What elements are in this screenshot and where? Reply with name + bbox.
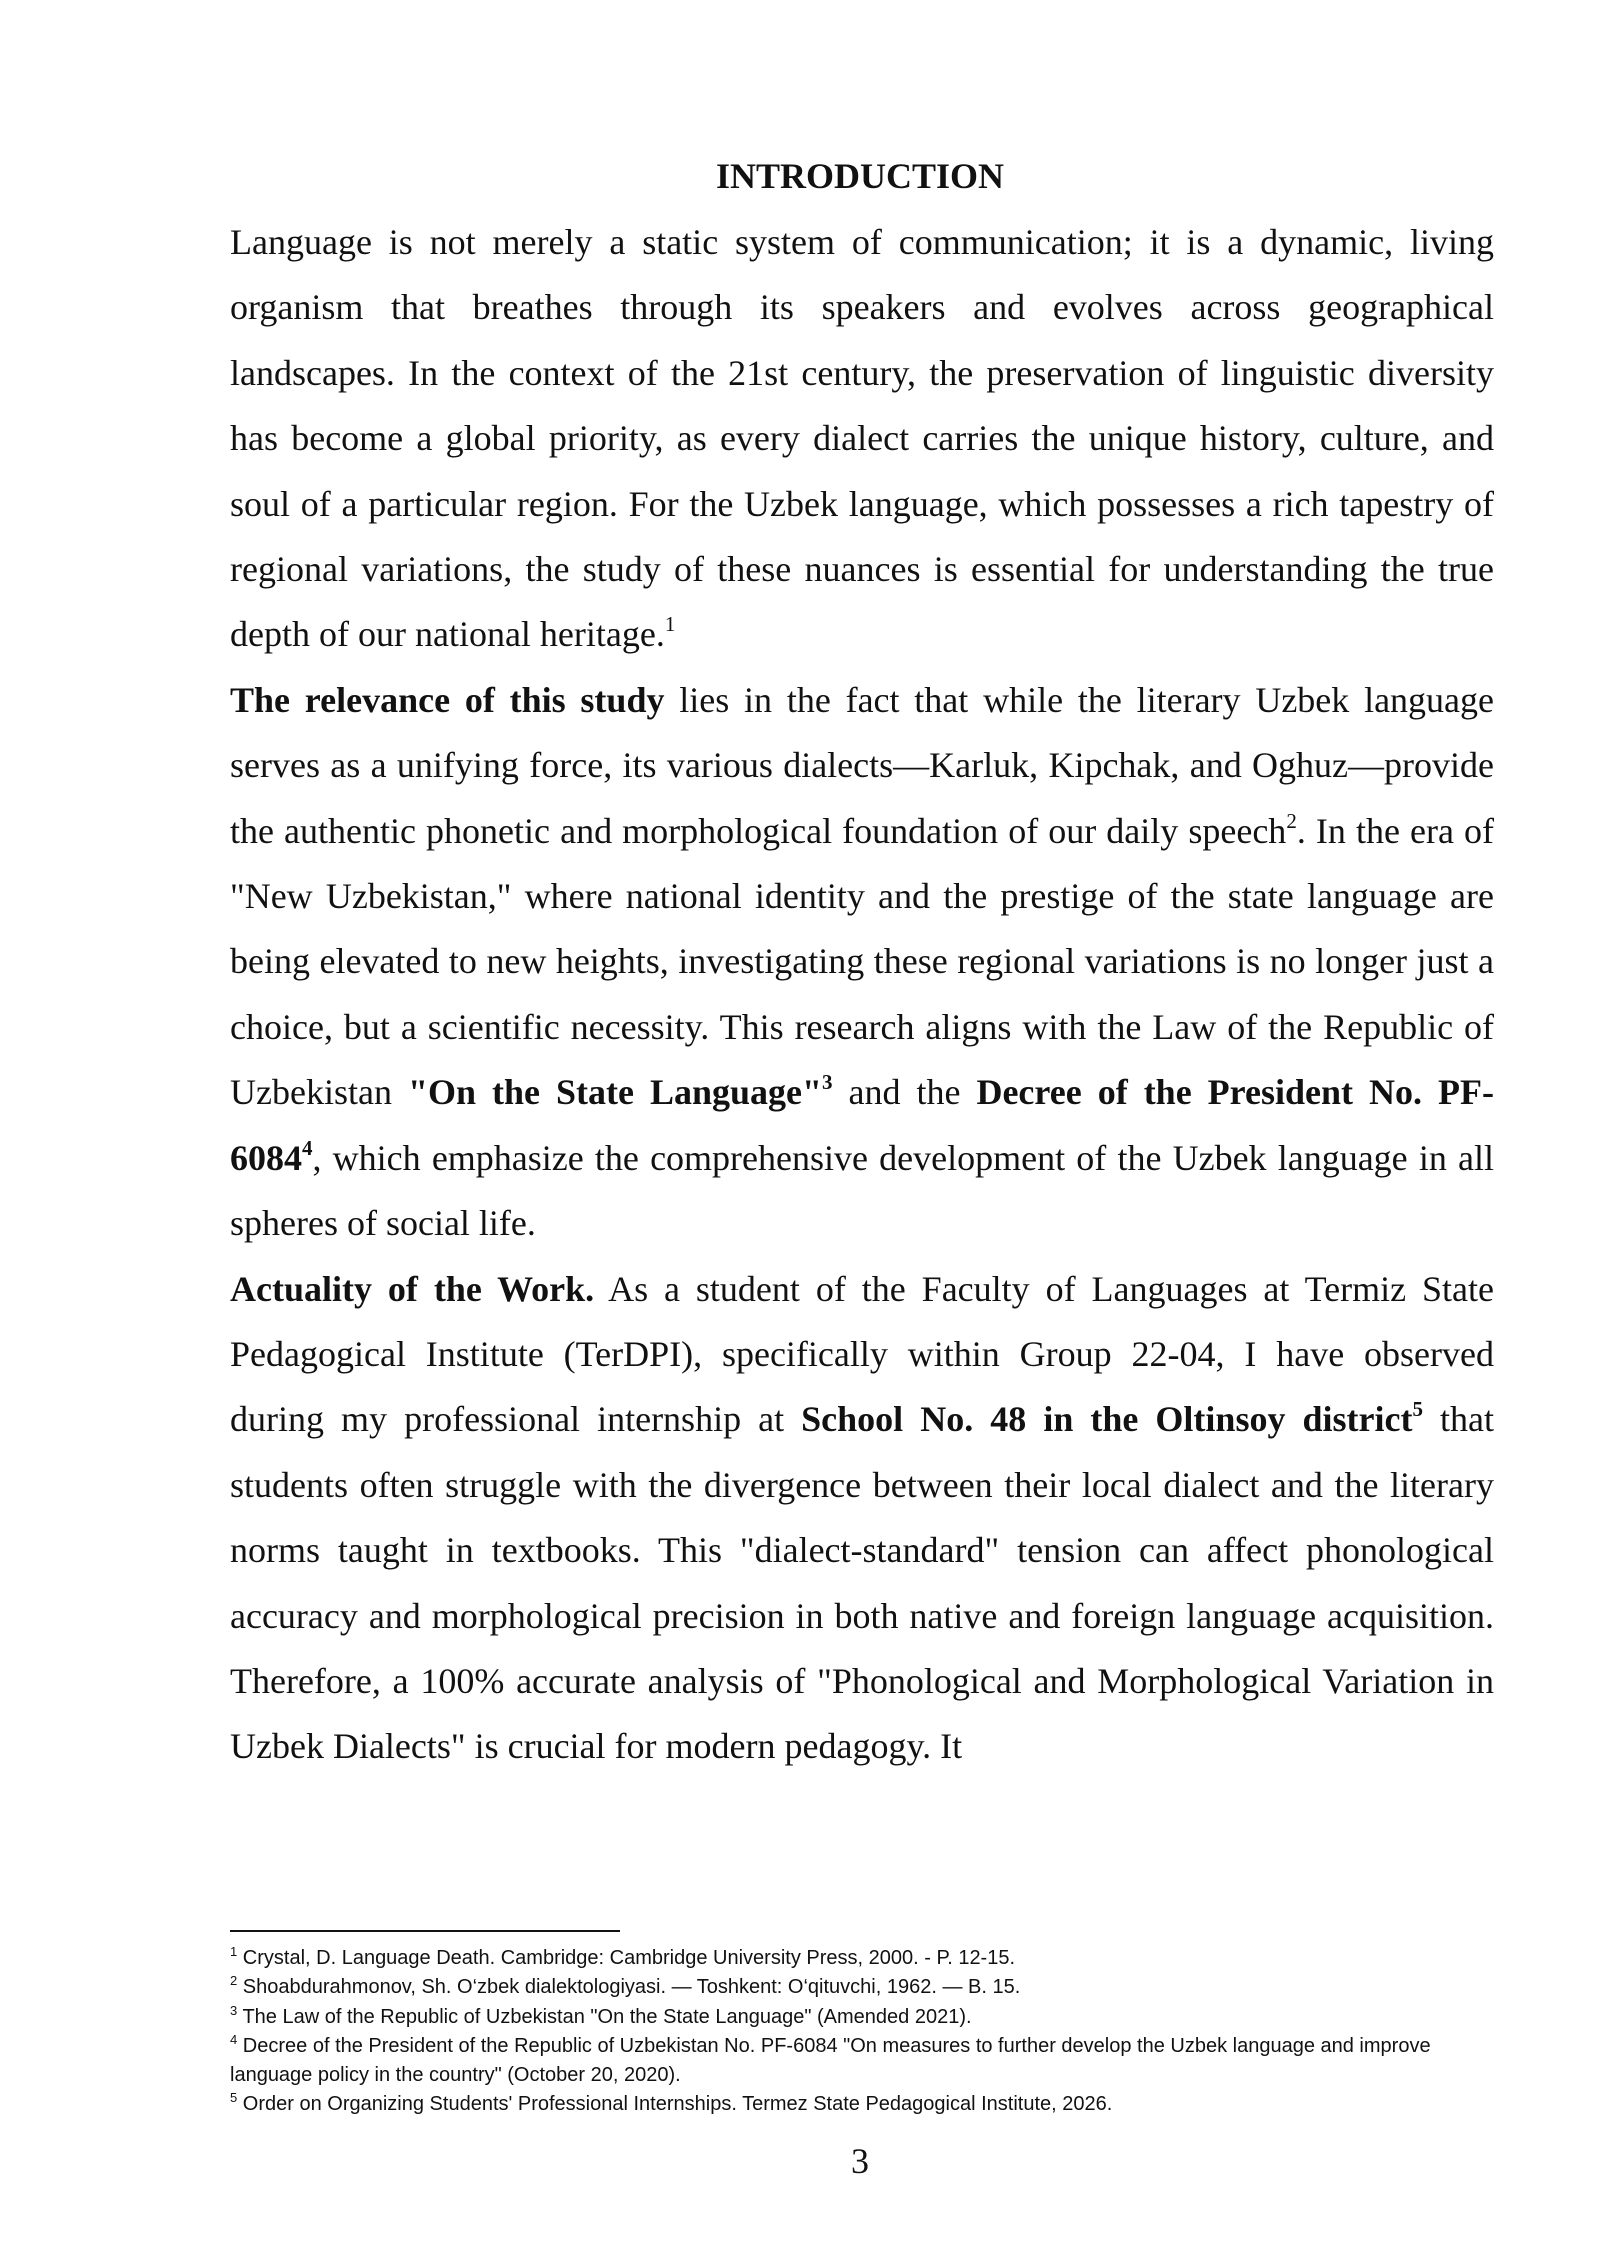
body-text: [230, 210, 1494, 1780]
paragraph-text: Language is not merely a static system of communication; it is a dynamic, living organism that breathes through its speakers and evolves across geographical landscapes. In the context of the 21st century, the preservation of linguistic diversity has become a global priority, as every dialect carries the unique history, culture, and soul of a particular region. For the Uzbek language, which possesses a rich tapestry of regional variations, the study of these nuances is essential for understanding the true depth of our national heritage.: [230, 222, 1494, 655]
paragraph-lead: The relevance of this study: [230, 679, 665, 720]
footnote-text: Decree of the President of the Republic of Uzbekistan No. PF-6084 "On measures to further develop the Uzbek language and improve language policy in the country" (October 20, 2020).: [230, 2034, 1431, 2087]
footnote: [230, 1944, 1494, 1973]
school-name: School No. 48 in the Oltinsoy district: [801, 1399, 1413, 1440]
footnote-number: 4: [230, 2031, 238, 2047]
footnote: [230, 2090, 1494, 2119]
paragraph-relevance: [230, 668, 1494, 1257]
footnote: [230, 2032, 1494, 2091]
page-number: 3: [851, 2141, 869, 2181]
footnote-ref: 4: [302, 1135, 313, 1160]
paragraph-text: , which emphasize the comprehensive development of the Uzbek language in all spheres of social life.: [230, 1137, 1494, 1244]
footnote-text: The Law of the Republic of Uzbekistan "On the State Language" (Amended 2021).: [242, 2005, 972, 2028]
paragraph-actuality: [230, 1257, 1494, 1780]
paragraph-text: . In the era of "New Uzbekistan," where national identity and the prestige of the state language are being elevated to new heights, investigating these regional variations is no longer just a choice, but a scientific necessity. This research aligns with the Law of the Republic of Uzbekistan: [230, 810, 1494, 1113]
section-heading: INTRODUCTION: [715, 156, 1005, 196]
footnote: [230, 2003, 1494, 2032]
footnote-text: Order on Organizing Students' Professional Internships. Termez State Pedagogical Institute, 2026.: [242, 2093, 1113, 2116]
law-title: "On the State Language": [407, 1072, 822, 1113]
paragraph-text: lies in the fact that while the literary Uzbek language serves as a unifying force, its various dialects—Karluk, Kipchak, and Oghuz—provide the authentic phonetic and morphological foundation of our daily speech: [230, 679, 1495, 851]
footnote-separator: [230, 1930, 620, 1932]
footnote: [230, 1973, 1494, 2002]
paragraph-lead: Actuality of the Work.: [230, 1268, 595, 1309]
footnote-ref: 5: [1412, 1397, 1423, 1422]
paragraph-text: that students often struggle with the divergence between their local dialect and the literary norms taught in textbooks. This "dialect-standard" tension can affect phonological accuracy and morphological precision in both native and foreign language acquisition. Therefore, a 100% accurate analysis of "Phonological and Morphological Variation in Uzbek Dialects" is crucial for modern pedagogy. It: [230, 1399, 1494, 1767]
decree-title: Decree of the President No. PF-6084: [230, 1072, 1494, 1178]
footnote-ref: 2: [1286, 808, 1297, 833]
paragraph-text: As a student of the Faculty of Languages at Termiz State Pedagogical Institute (TerDPI), specifically within Group 22-04, I have observed during my professional internship at: [230, 1268, 1494, 1440]
paragraph-text: and the: [832, 1072, 977, 1113]
footnote-ref: 3: [821, 1070, 833, 1095]
footnote-text: Shoabdurahmonov, Sh. O‘zbek dialektologiyasi. — Toshkent: O‘qituvchi, 1962. — B. 15.: [242, 1976, 1021, 1999]
footnote-number: 1: [230, 1944, 238, 1959]
paragraph-intro: [230, 210, 1494, 668]
footnote-text: Crystal, D. Language Death. Cambridge: Cambridge University Press, 2000. - P. 12-15.: [242, 1947, 1016, 1969]
footnote-ref: 1: [664, 612, 676, 637]
footnote-number: 3: [230, 2002, 238, 2018]
footnote-number: 2: [230, 1973, 238, 1989]
footnotes: [230, 1944, 1494, 2120]
footnote-number: 5: [230, 2090, 238, 2106]
